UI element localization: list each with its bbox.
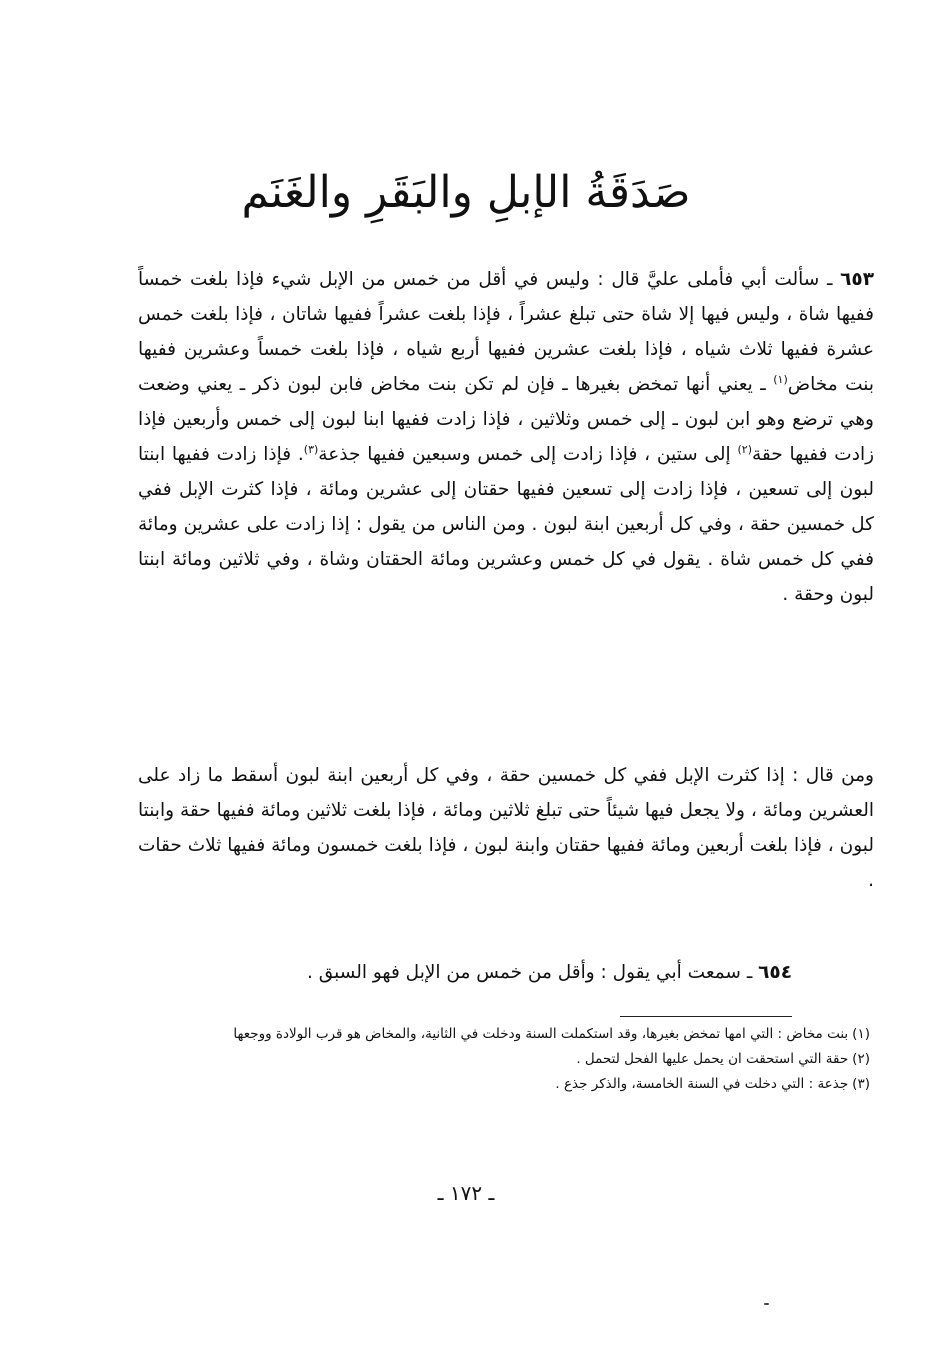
footnote-ref-3: (٣) <box>303 442 319 456</box>
footnote-number: (٢) <box>852 1051 870 1067</box>
footnote-divider <box>620 1016 792 1017</box>
footnote-text: جذعة : التي دخلت في السنة الخامسة، والذكر جذع . <box>555 1076 849 1092</box>
footnote-ref-2: (٢) <box>737 442 752 456</box>
paragraph-653-continued: ومن قال : إذا كثرت الإبل ففي كل خمسين حقة ، وفي كل أربعين ابنة لبون أسقط ما زاد على العشرين ومائة ، ولا يجعل فيها شيئاً حتى تبلغ ثلاثين ومائة ، فإذا بلغت ثلاثين ومائة ففيها حقة وابنتا لبون ، فإذا بلغت أربعين ومائة ففيها حقتان وابنة لبون ، فإذا بلغت خمسون ومائة ففيها ثلاث حقات . <box>138 765 874 891</box>
footnote-3 <box>138 1072 870 1097</box>
paragraph-654 <box>307 955 792 990</box>
paragraph-number: ٦٥٣ <box>840 269 874 290</box>
footnote-text: بنت مخاض : التي امها تمخض بغيرها، وقد استكملت السنة ودخلت في الثانية، والمخاض هو قرب الولادة ووجعها <box>233 1026 849 1042</box>
footnote-ref-1: (١) <box>773 372 788 386</box>
footnotes <box>138 1022 870 1097</box>
footnote-2 <box>138 1047 870 1072</box>
footnote-text: حقة التي استحقت ان يحمل عليها الفحل لتحمل . <box>576 1051 849 1067</box>
chapter-title: صَدَقَةُ الإبلِ والبَقَرِ والغَنَم <box>241 167 691 218</box>
footnote-number: (٣) <box>852 1076 870 1092</box>
paragraph-text: ـ سألت أبي فأملى عليَّ قال : وليس في أقل من خمس من الإبل شيء فإذا بلغت خمساً ففيها شاة ، وليس فيها إلا شاة حتى تبلغ عشراً ، فإذا بلغت عشراً ففيها شاتان ، فإذا بلغت خمس عشرة ففيها ثلاث شياه ، فإذا بلغت عشرين ففيها أربع شياه ، فإذا بلغت خمساً وعشرين ففيها بنت مخاض <box>138 269 874 395</box>
paragraph-number: ٦٥٤ <box>758 962 792 983</box>
paragraph-text-d: . فإذا زادت ففيها ابنتا لبون إلى تسعين ، فإذا زادت إلى تسعين ففيها حقتان إلى عشرين ومائة ، فإذا كثرت الإبل ففي كل خمسين حقة ، وفي كل أربعين ابنة لبون . ومن الناس من يقول : إذا زادت على عشرين ومائة ففي كل خمس شاة . يقول في كل خمس وعشرين ومائة الحقتان وشاة ، وفي ثلاثين ومائة ابنتا لبون وحقة . <box>138 444 874 605</box>
footnote-1 <box>138 1022 870 1047</box>
page-number: ـ ١٧٢ ـ <box>437 1181 495 1205</box>
scan-speck <box>764 1303 769 1305</box>
paragraph-text-b: ـ يعني أنها تمخض بغيرها ـ فإن لم تكن بنت مخاض فابن لبون ذكر ـ يعني وضعت وهي ترضع وهو ابن لبون ـ إلى خمس وثلاثين ، فإذا زادت ففيها ابنا لبون إلى خمس وأربعين فإذا زادت ففيها حقة <box>138 374 875 465</box>
paragraph-653 <box>138 262 874 612</box>
footnote-number: (١) <box>852 1026 870 1042</box>
paragraph-text-c: إلى ستين ، فإذا زادت إلى خمس وسبعين ففيها جذعة <box>318 444 738 465</box>
paragraph-text: ـ سمعت أبي يقول : وأقل من خمس من الإبل فهو السبق . <box>306 962 759 983</box>
